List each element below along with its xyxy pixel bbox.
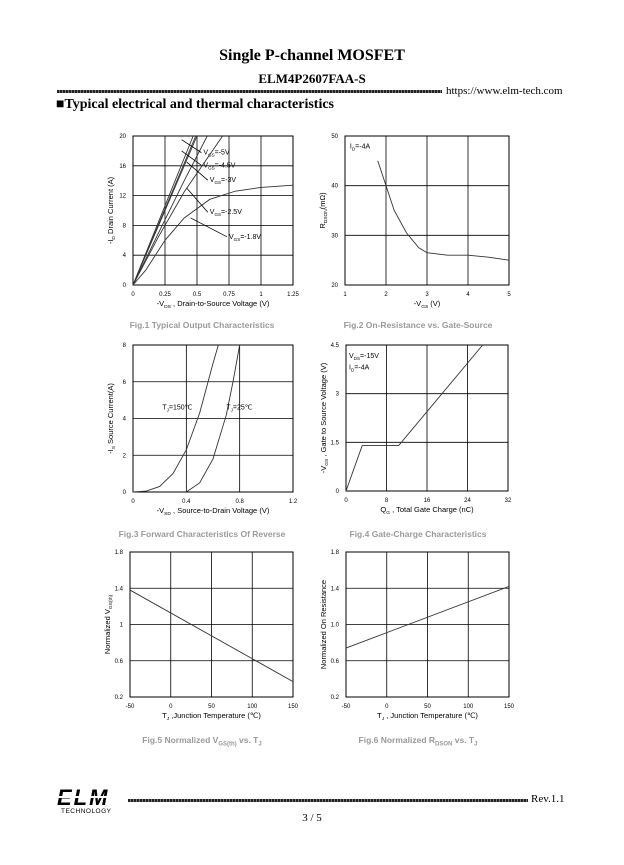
x-axis-label: [162, 711, 261, 722]
annotation-label-part: V: [229, 233, 234, 241]
annotation-label-part: GS: [214, 180, 222, 186]
x-tick-label: 150: [503, 704, 515, 710]
x-axis-label-part: SD: [164, 512, 171, 517]
y-tick-label: 8: [122, 343, 126, 349]
y-tick-label: 12: [119, 193, 126, 200]
annotation-label-part: T: [226, 404, 231, 412]
annotation-label-part: D: [350, 367, 355, 373]
x-axis-label-part: , Drain-to-Source Voltage (V): [170, 299, 270, 308]
x-tick-label: 0: [131, 499, 135, 505]
y-axis-label-part: S: [112, 446, 117, 450]
annotation-label-part: V: [349, 352, 354, 360]
x-tick-label: 50: [424, 704, 431, 710]
annotation-label-part: GS: [233, 236, 241, 242]
annotation-label-part: =-4.5V: [214, 162, 236, 170]
figure-caption: Fig.2 On-Resistance vs. Gate-Source: [343, 320, 493, 330]
x-tick-label: 0.8: [235, 499, 244, 505]
y-tick-label: 0.2: [114, 695, 123, 701]
y-tick-label: 16: [119, 163, 126, 170]
part-number: ELM4P2607FAA-S: [258, 71, 366, 86]
y-axis-label: [106, 383, 117, 454]
y-tick-label: 1.8: [330, 550, 339, 556]
y-axis-label-part: R: [318, 223, 327, 229]
annotation-label-part: J: [166, 407, 169, 413]
x-tick-label: 100: [247, 704, 258, 710]
chart-fig4: [319, 343, 512, 516]
y-axis-label-part: DSON: [324, 209, 329, 224]
x-axis-label-part: , Junction Temperature (℃): [384, 711, 478, 720]
svg-text:ELM: ELM: [57, 786, 110, 810]
y-tick-label: 0.2: [330, 695, 339, 701]
y-tick-label: 1.4: [330, 586, 339, 593]
y-tick-label: 0.6: [330, 658, 339, 665]
caption-part: DSON: [435, 741, 453, 748]
annotation-label-part: =150℃: [168, 404, 193, 412]
y-axis-label: [106, 176, 117, 244]
annotation-label-part: D: [351, 146, 356, 152]
x-axis-label-part: , Total Gate Charge (nC): [389, 505, 474, 514]
annotation-label-part: V: [209, 209, 215, 217]
y-tick-label: 3: [335, 391, 339, 398]
annotation-label-part: V: [203, 149, 209, 157]
x-tick-label: 8: [384, 498, 389, 504]
x-axis-label-part: Q: [380, 505, 387, 514]
x-tick-label: 3: [425, 292, 429, 298]
elm-logo: [55, 786, 127, 814]
caption-part: GS(th): [218, 741, 237, 748]
x-tick-label: 24: [464, 498, 471, 504]
figure-caption: Fig.3 Forward Characteristics Of Reverse: [118, 529, 286, 539]
x-tick-label: 0: [131, 292, 135, 298]
chart-fig2: [318, 134, 511, 310]
y-tick-label: 0: [122, 283, 126, 289]
x-tick-label: 0: [385, 704, 389, 710]
y-tick-label: 8: [122, 223, 126, 230]
annotation-label-part: I: [349, 364, 351, 372]
y-axis-label-part: , Gate to Source Voltage (V): [319, 362, 328, 459]
annotation-label-part: V: [203, 162, 209, 170]
annotation-label-part: DS: [353, 355, 361, 361]
y-axis-label-part: -I: [106, 239, 115, 245]
y-tick-label: 40: [331, 183, 338, 190]
x-tick-label: 0.25: [159, 292, 171, 298]
x-axis-label-part: -V: [156, 299, 165, 308]
annotation-label-part: I: [349, 143, 352, 151]
caption-part: J: [474, 741, 478, 748]
x-tick-label: 50: [208, 704, 215, 710]
footer-divider: [128, 799, 528, 802]
x-axis-label: [414, 299, 441, 310]
x-tick-label: 150: [287, 704, 299, 710]
x-axis-label-part: G: [386, 511, 390, 516]
annotation-label-part: =-4A: [354, 364, 370, 372]
annotation-label: [203, 150, 230, 158]
y-axis-label: [319, 362, 330, 473]
chart-fig6: [319, 550, 515, 722]
x-axis-label: [377, 711, 478, 722]
y-tick-label: 0: [335, 489, 339, 495]
y-tick-label: 4: [122, 253, 126, 260]
x-axis-label-part: GS: [421, 305, 429, 310]
y-axis-label: [319, 580, 328, 669]
caption-part: J: [258, 741, 262, 748]
annotation-label-part: T: [162, 404, 167, 412]
caption-part: Fig.5 Normalized V: [142, 735, 219, 745]
x-axis-label-part: J: [381, 717, 385, 722]
page-number: 3 / 5: [302, 812, 322, 824]
y-tick-label: 20: [119, 134, 126, 140]
x-axis-label-part: DS: [164, 305, 171, 310]
figure-caption: Fig.4 Gate-Charge Characteristics: [349, 529, 487, 539]
y-axis-label: [103, 594, 114, 654]
y-axis-label: [318, 192, 329, 229]
y-tick-label: 6: [122, 379, 126, 386]
x-tick-label: 1.25: [287, 292, 299, 298]
y-tick-label: 0.6: [114, 658, 123, 665]
x-tick-label: 0: [344, 498, 348, 504]
annotation-label-part: =-4A: [355, 143, 371, 151]
x-axis-label-part: T: [162, 711, 167, 720]
x-tick-label: 1: [259, 292, 263, 298]
x-tick-label: 1.2: [288, 499, 298, 505]
revision: Rev.1.1: [531, 793, 565, 805]
chart-fig5: [103, 550, 299, 722]
x-axis-label: [380, 505, 474, 516]
y-tick-label: 1.0: [330, 622, 339, 629]
y-axis-label-part: GS(th): [109, 594, 114, 610]
annotation-label-part: GS: [214, 212, 222, 218]
annotation-label-part: J: [230, 407, 233, 413]
y-tick-label: 0: [122, 490, 126, 496]
annotation-label-part: =25℃: [232, 404, 253, 412]
y-tick-label: 2: [122, 453, 126, 460]
y-axis-label-part: D: [112, 236, 117, 240]
y-tick-label: 20: [331, 283, 338, 289]
y-tick-label: 4.5: [330, 343, 339, 349]
annotation-label-part: =-1.8V: [240, 233, 262, 241]
x-tick-label: 0.5: [192, 292, 202, 298]
y-axis-label-part: Drain Current (A): [106, 176, 115, 237]
section-title: ■Typical electrical and thermal characteristics: [56, 97, 335, 112]
x-tick-label: 100: [463, 704, 474, 710]
figure-caption: [298, 735, 538, 748]
y-axis-label-part: Normalized On Resistance: [319, 579, 328, 670]
annotation-label: [226, 404, 252, 412]
x-axis-label-part: (V): [428, 299, 441, 308]
x-axis-label-part: ,Junction Temperature (℃): [169, 711, 261, 720]
x-tick-label: 16: [423, 498, 431, 504]
annotation-label: [210, 177, 237, 185]
x-tick-label: 1: [343, 292, 347, 298]
figure-caption: Fig.1 Typical Output Characteristics: [129, 320, 275, 330]
y-axis-label-part: Source Current(A): [106, 383, 115, 447]
x-axis-label-part: , Source-to-Drain Voltage (V): [170, 506, 270, 515]
caption-part: Fig.6 Normalized R: [358, 735, 436, 745]
x-tick-label: 2: [384, 292, 388, 298]
annotation-label: [349, 353, 379, 361]
annotation-label-part: =-2.5V: [221, 209, 242, 217]
svg-text:TECHNOLOGY: TECHNOLOGY: [61, 808, 112, 814]
x-tick-label: 0.4: [182, 499, 191, 505]
x-tick-label: -50: [341, 704, 351, 710]
document-title: Single P-channel MOSFET: [219, 47, 405, 64]
chart-fig3: [106, 343, 298, 517]
annotation-label-part: =-3V: [221, 177, 237, 185]
website-link[interactable]: https://www.elm-tech.com: [446, 85, 563, 97]
annotation-label-part: GS: [208, 152, 215, 158]
annotation-label-part: =-15V: [360, 352, 379, 360]
y-axis-label-part: Normalized V: [103, 609, 112, 655]
y-tick-label: 1.5: [330, 440, 339, 447]
x-axis-label-part: -V: [156, 506, 165, 515]
y-tick-label: 1: [119, 622, 123, 629]
y-tick-label: 4: [122, 416, 126, 423]
chart-fig1: [106, 134, 299, 310]
x-axis-label: [157, 506, 270, 517]
x-tick-label: 0.75: [223, 292, 235, 298]
y-axis-label-part: -V: [319, 465, 328, 474]
y-tick-label: 1.4: [114, 586, 123, 593]
y-axis-label-part: GS: [325, 458, 330, 466]
annotation-label-part: V: [209, 177, 215, 185]
x-tick-label: 0: [169, 704, 173, 710]
caption-part: vs. T: [452, 735, 475, 745]
y-tick-label: 1.8: [114, 550, 123, 556]
x-tick-label: 5: [507, 292, 511, 298]
y-axis-label-part: (mΩ): [318, 192, 327, 210]
y-axis-label-part: -I: [106, 449, 115, 454]
annotation-label-part: GS: [208, 165, 215, 171]
y-tick-label: 30: [331, 233, 338, 240]
x-axis-label-part: -V: [413, 299, 422, 308]
x-tick-label: -50: [125, 704, 135, 710]
x-axis-label-part: T: [377, 711, 382, 720]
annotation-label-part: =-5V: [214, 149, 230, 157]
x-axis-label: [157, 299, 270, 310]
caption-part: vs. T: [236, 735, 259, 745]
x-axis-label-part: J: [166, 717, 170, 722]
y-tick-label: 50: [331, 134, 338, 140]
x-tick-label: 32: [504, 498, 512, 504]
x-tick-label: 4: [466, 292, 470, 298]
figure-caption: [82, 735, 322, 748]
